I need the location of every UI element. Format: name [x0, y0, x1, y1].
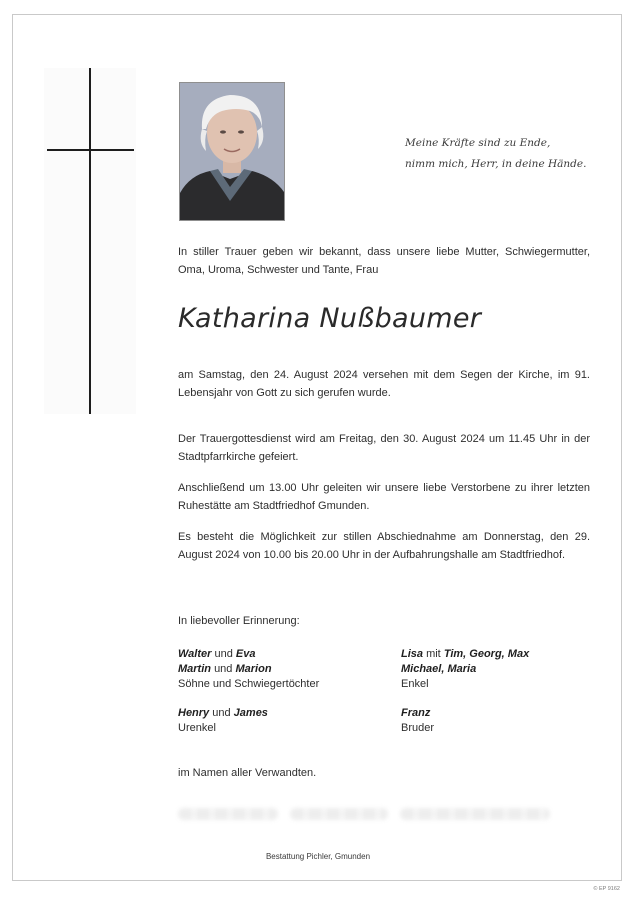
- family-joiner: und: [212, 707, 231, 719]
- cross-icon-bar: [47, 149, 134, 151]
- family-name: Marion: [235, 663, 272, 675]
- blurred-text: [400, 808, 550, 820]
- portrait-photo: [179, 82, 285, 221]
- family-name: Henry: [178, 707, 210, 719]
- cross-icon: [89, 68, 91, 414]
- blurred-text: [178, 808, 278, 820]
- family-name: Tim, Georg, Max: [443, 648, 530, 660]
- intro-text: In stiller Trauer geben wir bekannt, dass unsere liebe Mutter, Schwiegermutter, Oma, Uroma, Schwester und Tante, Frau: [178, 246, 590, 276]
- family-joiner: und: [214, 663, 233, 675]
- deceased-name: Katharina Nußbaumer: [178, 303, 482, 334]
- family-relation: Bruder: [401, 722, 435, 734]
- family-relation: Urenkel: [178, 722, 216, 734]
- funeral-home-footer: Bestattung Pichler, Gmunden: [265, 852, 371, 861]
- burial-text: Anschließend um 13.00 Uhr geleiten wir unsere liebe Verstorbene zu ihrer letzten Ruhestätte am Stadtfriedhof Gmunden.: [178, 482, 590, 512]
- family-name: Martin: [178, 663, 211, 675]
- portrait-image: [180, 83, 285, 221]
- family-name: Lisa: [401, 648, 424, 660]
- family-name: Michael, Maria: [401, 663, 477, 675]
- family-joiner: mit: [426, 648, 441, 660]
- closing-text: im Namen aller Verwandten.: [178, 767, 317, 779]
- family-joiner: und: [214, 648, 233, 660]
- viewing-text: Es besteht die Möglichkeit zur stillen Abschiednahme am Donnerstag, den 29. August 2024 von 10.00 bis 20.00 Uhr in der Aufbahrungshalle am Stadtfriedhof.: [178, 531, 590, 561]
- quote-block: [405, 133, 605, 175]
- family-name: Eva: [235, 648, 256, 660]
- family-group-great-grandchildren: [178, 706, 268, 736]
- family-group-children: [178, 647, 319, 692]
- family-name: Walter: [178, 648, 212, 660]
- service-text: Der Trauergottesdienst wird am Freitag, den 30. August 2024 um 11.45 Uhr in der Stadtpfarrkirche gefeiert.: [178, 433, 590, 463]
- family-name: James: [233, 707, 268, 719]
- family-relation: Enkel: [401, 678, 429, 690]
- family-group-brother: [401, 706, 434, 736]
- family-relation: Söhne und Schwiegertöchter: [178, 678, 320, 690]
- blurred-text: [290, 808, 388, 820]
- memory-label: In liebevoller Erinnerung:: [178, 615, 300, 627]
- death-text: am Samstag, den 24. August 2024 versehen mit dem Segen der Kirche, im 91. Lebensjahr von Gott zu sich gerufen wurde.: [178, 369, 590, 399]
- quote-line-2: nimm mich, Herr, in deine Hände.: [405, 158, 587, 170]
- quote-line-1: Meine Kräfte sind zu Ende,: [405, 137, 551, 149]
- document-code: © EP 9162: [593, 886, 620, 892]
- family-name: Franz: [401, 707, 431, 719]
- family-group-grandchildren: [401, 647, 529, 692]
